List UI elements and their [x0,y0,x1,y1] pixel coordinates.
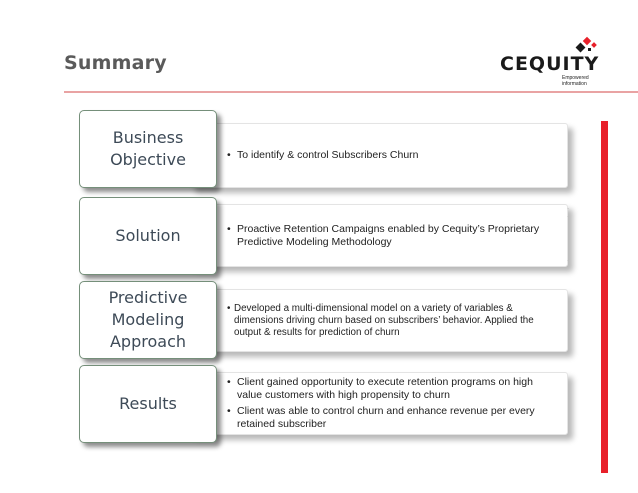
label-business-objective: Business Objective [79,110,217,188]
logo-wordmark: CEQUITY [500,53,600,75]
dots-decoration: . [567,254,570,263]
dots-decoration: . . [567,202,570,219]
bullet-item: • Client gained opportunity to execute retention programs on high value customers with high propensity to churn [227,376,555,402]
bullet-list [227,149,419,162]
label-predictive-modeling-approach: Predictive Modeling Approach [79,281,217,359]
page-title: Summary [64,52,167,74]
row-content-results [190,372,568,435]
bullet-item: • Proactive Retention Campaigns enabled by Cequity’s Proprietary Predictive Modeling Methodology [227,223,555,249]
logo-tagline: Empowered information [562,75,589,87]
bullet-item: • Developed a multi-dimensional model on a variety of variables & dimensions driving churn based on subscribers’ behavior. Applied the output & results for prediction of churn [227,303,555,339]
bullet-list [227,376,555,431]
cequity-logo [500,36,610,86]
header-divider [64,91,638,93]
bullet-list [227,303,555,339]
accent-bar [601,121,608,473]
row-content-business-objective [190,123,568,188]
row-content-predictive-modeling-approach [190,289,568,352]
bullet-item: • Client was able to control churn and enhance revenue per every retained subscriber [227,405,555,431]
row-content-solution [190,204,568,267]
bullet-item: • To identify & control Subscribers Churn [227,149,419,162]
label-solution: Solution [79,197,217,275]
label-results: Results [79,365,217,443]
bullet-list [227,223,555,249]
